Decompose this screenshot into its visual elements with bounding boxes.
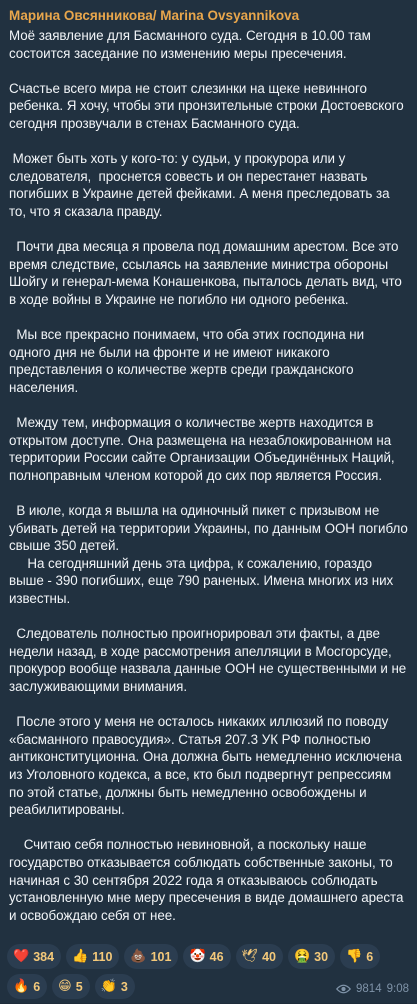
thumbs-up-icon: 👍 <box>72 949 89 964</box>
thumbs-down-icon: 👎 <box>346 949 363 964</box>
reaction-count: 101 <box>150 949 172 964</box>
reaction-count: 3 <box>120 979 128 994</box>
reactions-bar <box>7 944 412 1004</box>
vomit-icon: 🤮 <box>293 949 311 964</box>
paragraph: На сегодняшний день эта цифра, к сожалению, гораздо выше - 390 погибших, еще 790 раненых. Имена многих из них известны. <box>9 555 397 606</box>
reaction-count: 6 <box>33 979 41 994</box>
message-time: 9:08 <box>386 983 409 995</box>
grin-icon: 😁 <box>58 979 72 994</box>
paragraph: Мы все прекрасно понимаем, что оба этих господина ни одного дня не были на фронте и не имеют никакого представления о количестве жертв среди гражданского населения. <box>9 327 368 395</box>
paragraph: Моё заявление для Басманного суда. Сегодня в 10.00 там состоится заседание по изменению меры пресечения. <box>9 28 375 61</box>
paragraph: Может быть хоть у кого-то: у судьи, у прокурора или у следователя, проснется совесть и он перестанет назвать погибших в Украине детей фейками. А меня преследовать за то, что я сказала правду. <box>9 151 394 219</box>
reaction-count: 40 <box>262 949 276 964</box>
reaction-thumbs-down[interactable] <box>340 944 380 969</box>
paragraph: После этого у меня не осталось никаких иллюзий по поводу «басманного правосудия». Статья 207.3 УК РФ полностью антиконституционна. Она должна быть немедленно исключена из Уголовного кодекса, а все, кто был подвергнут репрессиям по этой статье, должны быть немедленно освобождены и реабилитированы. <box>9 714 406 818</box>
message-text <box>9 27 412 924</box>
paragraph: В июле, когда я вышла на одиночный пикет с призывом не убивать детей на территории Украины, по данным ООН погибло свыше 350 детей. <box>9 503 412 554</box>
reaction-count: 6 <box>366 949 374 964</box>
view-count: 9814 <box>356 983 382 995</box>
clap-icon: 👏 <box>100 979 117 994</box>
reaction-count: 384 <box>33 949 55 964</box>
paragraph: Счастье всего мира не стоит слезинки на щеке невинного ребенка. Я хочу, чтобы эти пронзительные строки Достоевского сегодня прозвучали в стенах Басманного суда. <box>9 80 408 131</box>
reaction-count: 46 <box>209 949 224 964</box>
reaction-clown[interactable] <box>183 944 230 969</box>
paragraph: Считаю себя полностью невиновной, а поскольку наше государство отказывается соблюдать собственные законы, то начиная с 30 сентября 2022 года я отказываюсь соблюдать установленную мне меру пресечения в виде домашнего ареста и освобождаю себя от нее. <box>9 837 408 923</box>
sender-name[interactable]: Марина Овсянникова/ Marina Ovsyannikova <box>9 8 300 23</box>
dove-icon: 🕊 <box>241 949 259 964</box>
reaction-heart[interactable] <box>7 944 61 969</box>
fire-icon: 🔥 <box>13 979 30 994</box>
reaction-fire[interactable] <box>7 974 47 999</box>
heart-icon: ❤️ <box>13 949 30 964</box>
reaction-thumbs-up[interactable] <box>66 944 119 969</box>
reactions-row <box>7 944 412 969</box>
paragraph: Почти два месяца я провела под домашним арестом. Все это время следствие, ссылаясь на заявление министра обороны Шойгу и генерал-мема Конашенкова, пыталось делать вид, что в ходе войны в Украине не погибло ни одного ребенка. <box>9 239 406 307</box>
poo-icon: 💩 <box>130 949 147 964</box>
reaction-vomit[interactable] <box>288 944 335 969</box>
reaction-count: 5 <box>75 979 83 994</box>
paragraph: Между тем, информация о количестве жертв находится в открытом доступе. Она размещена на незаблокированном на территории России сайте Организации Объединённых Наций, полноправным членом которой до сих пор является Россия. <box>9 415 399 483</box>
paragraph: Следователь полностью проигнорировал эти факты, а две недели назад, в ходе рассмотрения апелляции в Мосгорсуде, прокурор вообще назвала данные ООН не существенными и не заслуживающими внимания. <box>9 626 410 694</box>
reaction-grin[interactable] <box>52 974 90 999</box>
message-meta <box>336 983 409 995</box>
reaction-clap[interactable] <box>95 974 135 999</box>
reaction-count: 110 <box>92 949 113 964</box>
views-eye-icon <box>336 984 351 994</box>
clown-icon: 🤡 <box>189 949 206 964</box>
reaction-count: 30 <box>314 949 329 964</box>
reaction-dove[interactable] <box>236 944 283 969</box>
reaction-poo[interactable] <box>124 944 178 969</box>
